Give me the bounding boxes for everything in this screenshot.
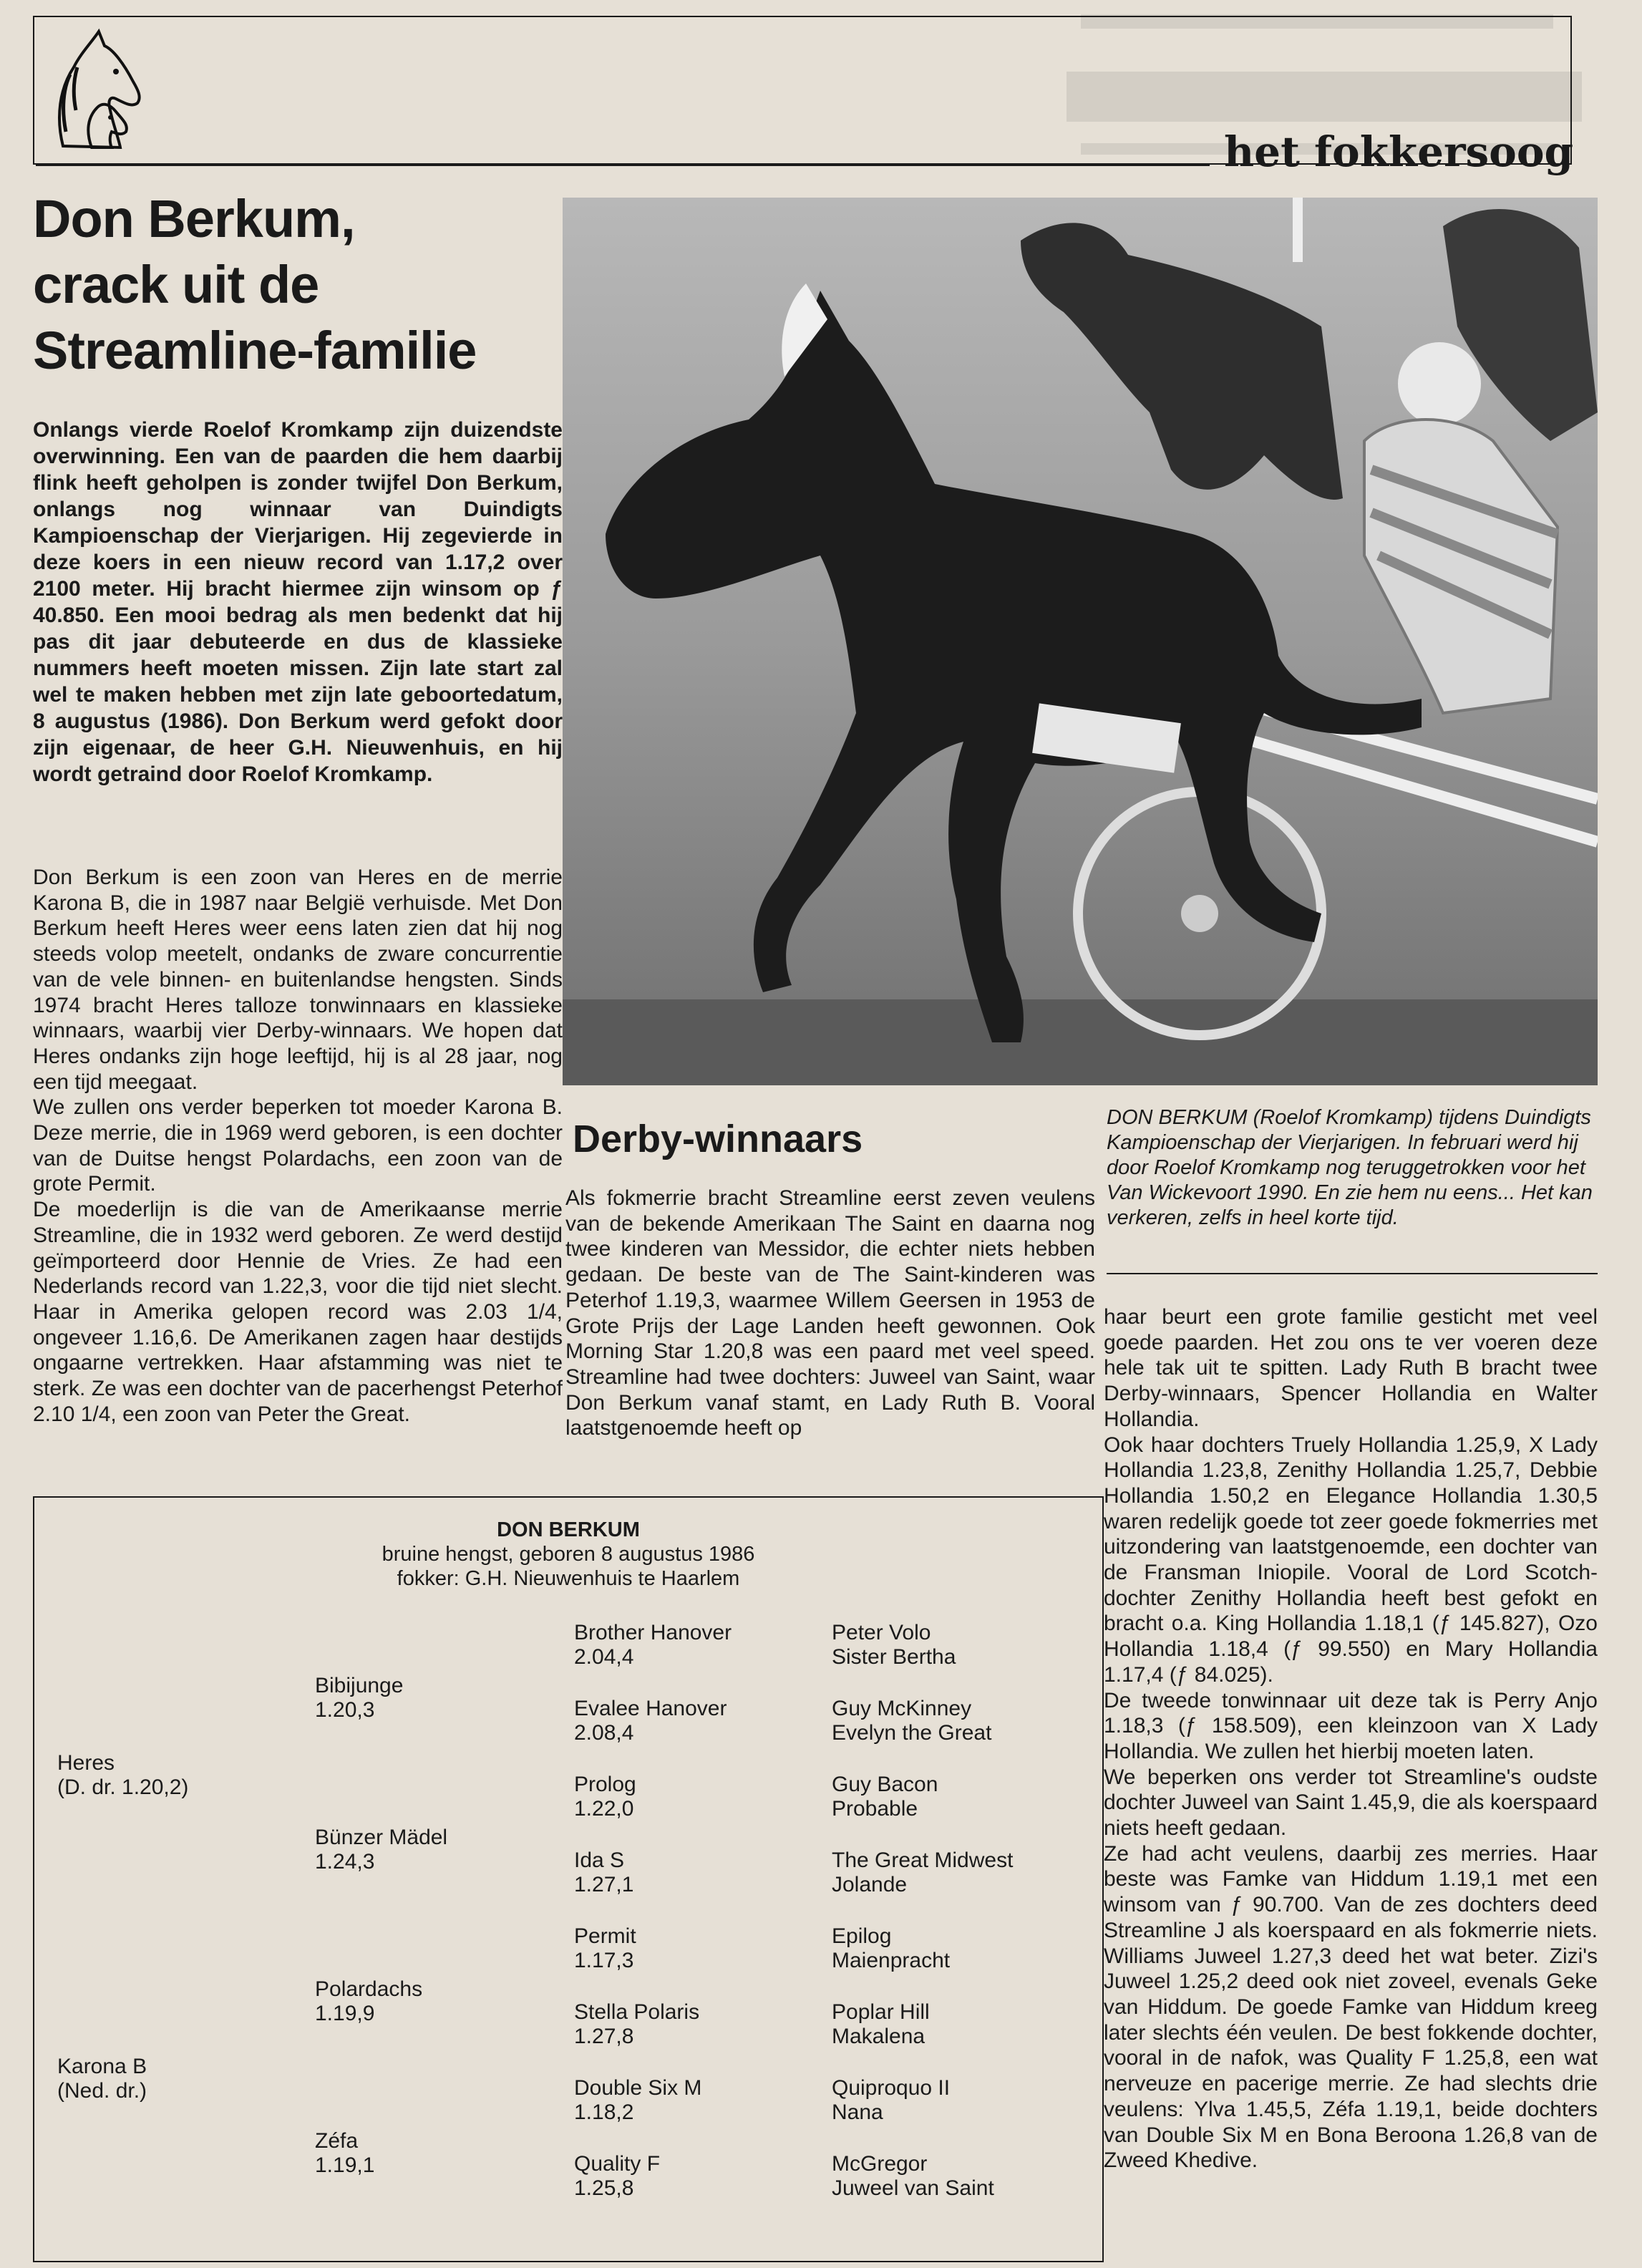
headline: [33, 186, 563, 384]
pedigree-gen3: [574, 2076, 701, 2125]
pedigree-name: Juweel van Saint: [832, 2176, 994, 2200]
paragraph: Ze had acht veulens, daarbij zes merries. Haar beste was Famke van Hiddum 1.19,1 met een winsom van ƒ 90.700. Van de zes dochters deed Streamline J als koerspaard en als fokmerrie niets. Williams Juweel 1.27,3 deed het wat beter. Zizi's Juweel 1.25,2 deed ook niet zoveel, evenals Geke van Hiddum. De goede Famke van Hiddum kreeg later slechts één veulen. De best fokkende dochter, vooral in de nafok, was Quality F 1.25,8, een wat nerveuze en pacerige merrie. Ze had slechts drie veulens: Ylva 1.45,5, Zéfa 1.19,1, beide dochters van Double Six M en Bona Beroona 1.26,8 van de Zweed Khedive.: [1104, 1841, 1598, 2173]
harness-racing-photo-icon: [563, 198, 1598, 1085]
pedigree-record: 1.20,3: [315, 1698, 375, 1722]
pedigree-record: 1.22,0: [574, 1797, 634, 1821]
pedigree-sire: [57, 1751, 188, 1800]
section-title: het fokkersoog: [1224, 127, 1574, 176]
pedigree-name: McGregor: [832, 2152, 928, 2176]
pedigree-header: [33, 1518, 1104, 1591]
pedigree-name: Epilog: [832, 1924, 892, 1948]
pedigree-record: 1.27,8: [574, 2025, 634, 2048]
pedigree-gen2: [315, 1977, 422, 2026]
pedigree-gen4: [832, 1621, 956, 1670]
caption-rule: [1107, 1273, 1598, 1274]
pedigree-name: Bünzer Mädel: [315, 1826, 448, 1849]
paragraph: De tweede tonwinnaar uit deze tak is Perry Anjo 1.18,3 (ƒ 158.509), een kleinzoon van X Lady Hollandia. We zullen het hierbij moeten laten.: [1104, 1688, 1598, 1763]
pedigree-name: Poplar Hill: [832, 2000, 930, 2024]
paragraph: Don Berkum is een zoon van Heres en de merrie Karona B, die in 1987 naar België verhuisde. Met Don Berkum heeft Heres weer eens laten zien dat hij nog steeds volop meetelt, ondanks de zware concurrentie van de vele binnen- en buitenlandse hengsten. Sinds 1974 bracht Heres talloze tonwinnaars en klassieke winnaars, waarbij vier Derby-winnaars. We hopen dat Heres ondanks zijn hoge leeftijd, hij is al 28 jaar, nog een tijd meegaat.: [33, 866, 563, 1094]
paragraph: haar beurt een grote familie gesticht met veel goede paarden. Het zou ons te ver voeren deze hele tak uit te spitten. Lady Ruth B bracht twee Derby-winnaars, Spencer Hollandia en Walter Hollandia.: [1104, 1305, 1598, 1431]
pedigree-gen3: [574, 1848, 633, 1897]
pedigree-name: Maienpracht: [832, 1949, 951, 1972]
pedigree-record: 1.19,1: [315, 2153, 375, 2177]
body-column-2: Als fokmerrie bracht Streamline eerst zeven veulens van de bekende Amerikaan The Saint en daarna nog twee kinderen van Messidor, die echter niets hebben gedaan. De beste van de The Saint-kinderen was Peterhof 1.19,3, waarmee Willem Geersen in 1953 de Grote Prijs der Lage Landen heeft gewonnen. Ook Morning Star 1.20,8 was een paard met veel speed. Streamline had twee dochters: Juweel van Saint, waar Don Berkum vanaf stamt, en Lady Ruth B. Vooral laatstgenoemde heeft op: [565, 1186, 1095, 1440]
headline-line: Don Berkum,: [33, 189, 355, 248]
pedigree-record: 2.08,4: [574, 1721, 634, 1745]
pedigree-record: 1.17,3: [574, 1949, 634, 1972]
pedigree-name: Probable: [832, 1797, 918, 1821]
pedigree-name: Polardachs: [315, 1977, 423, 2001]
race-photo: [563, 198, 1598, 1085]
paragraph: We zullen ons verder beperken tot moeder Karona B. Deze merrie, die in 1969 werd geboren, is een dochter van de Duitse hengst Polardachs, een zoon van de grote Permit.: [33, 1095, 563, 1196]
pedigree-record: 2.04,4: [574, 1645, 634, 1669]
pedigree-record: 1.24,3: [315, 1850, 375, 1874]
pedigree-name: Nana: [832, 2100, 883, 2124]
pedigree-record: 1.18,2: [574, 2100, 634, 2124]
pedigree-name: Guy McKinney: [832, 1697, 972, 1720]
pedigree-gen3: [574, 2152, 660, 2201]
horse-heads-logo-icon: [42, 24, 156, 153]
pedigree-gen4: [832, 2076, 950, 2125]
headline-line: Streamline-familie: [33, 321, 477, 380]
pedigree-dam: [57, 2055, 147, 2103]
lead-paragraph: Onlangs vierde Roelof Kromkamp zijn duizendste overwinning. Een van de paarden die hem daarbij flink heeft geholpen is zonder twijfel Don Berkum, onlangs nog winnaar van Duindigts Kampioenschap der Vierjarigen. Hij zegevierde in deze koers in een nieuw record van 1.17,2 over 2100 meter. Hij bracht hiermee zijn winsom op ƒ 40.850. Een mooi bedrag als men bedenkt dat hij pas dit jaar debuteerde en dus de klassieke nummers heeft moeten missen. Zijn late start zal wel te maken hebben met zijn late geboortedatum, 8 augustus (1986). Don Berkum werd gefokt door zijn eigenaar, de heer G.H. Nieuwenhuis, en hij wordt getraind door Roelof Kromkamp.: [33, 418, 563, 786]
pedigree-name: Permit: [574, 1924, 636, 1948]
pedigree-gen3: [574, 2000, 699, 2049]
pedigree-name: Quality F: [574, 2152, 661, 2176]
pedigree-name: Brother Hanover: [574, 1621, 732, 1644]
pedigree-record: (Ned. dr.): [57, 2079, 147, 2103]
pedigree-gen3: [574, 1621, 732, 1670]
pedigree-gen2: [315, 1674, 403, 1722]
pedigree-gen2: [315, 2129, 374, 2178]
pedigree-gen4: [832, 1848, 1013, 1897]
pedigree-gen3: [574, 1773, 636, 1821]
pedigree-name: Zéfa: [315, 2129, 359, 2153]
pedigree-record: 1.27,1: [574, 1873, 634, 1896]
pedigree-horse-name: DON BERKUM: [497, 1518, 640, 1541]
pedigree-name: Bibijunge: [315, 1674, 404, 1697]
pedigree-name: Heres: [57, 1751, 115, 1775]
photo-caption: DON BERKUM (Roelof Kromkamp) tijdens Duindigts Kampioenschap der Vierjarigen. In februari werd hij door Roelof Kromkamp nog teruggetrokken voor het Van Wickevoort 1990. En zie hem nu eens... Het kan verkeren, zelfs in heel korte tijd.: [1107, 1106, 1593, 1229]
pedigree-description: bruine hengst, geboren 8 augustus 1986: [382, 1543, 755, 1566]
paragraph: Ook haar dochters Truely Hollandia 1.25,9, X Lady Hollandia 1.23,8, Zenithy Hollandia 1.25,7, Debbie Hollandia 1.50,2 en Elegance Hollandia 1.30,5 waren redelijk goede tot zeer goede fokmerries met uitzondering van laatstgenoemde, een dochter van de Fransman Iniopile. Vooral de Lord Scotch-dochter Zenithy Hollandia heeft best gefokt en bracht o.a. King Hollandia 1.18,1 (ƒ 145.827), Ozo Hollandia 1.18,4 (ƒ 99.550) en Mary Hollandia 1.17,4 (ƒ 84.025).: [1104, 1433, 1598, 1687]
pedigree-name: Stella Polaris: [574, 2000, 700, 2024]
pedigree-gen3: [574, 1924, 636, 1973]
paragraph: De moederlijn is die van de Amerikaanse merrie Streamline, die in 1932 werd geboren. Ze werd destijd geïmporteerd door Hennie de Vries. Ze had een Nederlands record van 1.22,3, voor die tijd niet slecht. Haar in Amerika gelopen record was 2.03 1/4, ongeveer 1.16,6. De Amerikanen zagen haar destijds ongaarne vertrekken. Haar afstamming was niet te sterk. Ze was een dochter van de pacerhengst Peterhof 2.10 1/4, een zoon van Peter the Great.: [33, 1198, 563, 1426]
pedigree-gen3: [574, 1697, 727, 1745]
pedigree-gen2: [315, 1826, 447, 1874]
pedigree-name: The Great Midwest: [832, 1848, 1014, 1872]
pedigree-gen4: [832, 2152, 994, 2201]
body-column-3: [1104, 1304, 1598, 2174]
paragraph: We beperken ons verder tot Streamline's oudste dochter Juweel van Saint 1.45,9, die als koerspaard niets heeft gedaan.: [1104, 1765, 1598, 1841]
subheading: Derby-winnaars: [573, 1118, 863, 1160]
header-rule: [36, 165, 1210, 166]
pedigree-name: Prolog: [574, 1773, 636, 1796]
pedigree-record: 1.19,9: [315, 2002, 375, 2025]
pedigree-name: Evelyn the Great: [832, 1721, 992, 1745]
pedigree-name: Quiproquo II: [832, 2076, 951, 2100]
pedigree-name: Peter Volo: [832, 1621, 931, 1644]
pedigree-record: (D. dr. 1.20,2): [57, 1775, 189, 1799]
pedigree-gen4: [832, 1697, 991, 1745]
pedigree-name: Guy Bacon: [832, 1773, 938, 1796]
pedigree-record: 1.25,8: [574, 2176, 634, 2200]
pedigree-name: Ida S: [574, 1848, 625, 1872]
pedigree-name: Sister Bertha: [832, 1645, 956, 1669]
pedigree-gen4: [832, 1924, 950, 1973]
pedigree-name: Double Six M: [574, 2076, 702, 2100]
pedigree-name: Evalee Hanover: [574, 1697, 727, 1720]
pedigree-name: Jolande: [832, 1873, 908, 1896]
body-column-1: [33, 865, 563, 1427]
pedigree-breeder: fokker: G.H. Nieuwenhuis te Haarlem: [397, 1567, 740, 1590]
pedigree-name: Makalena: [832, 2025, 926, 2048]
pedigree-name: Karona B: [57, 2055, 147, 2078]
headline-line: crack uit de: [33, 255, 319, 314]
pedigree-gen4: [832, 1773, 938, 1821]
pedigree-gen4: [832, 2000, 930, 2049]
